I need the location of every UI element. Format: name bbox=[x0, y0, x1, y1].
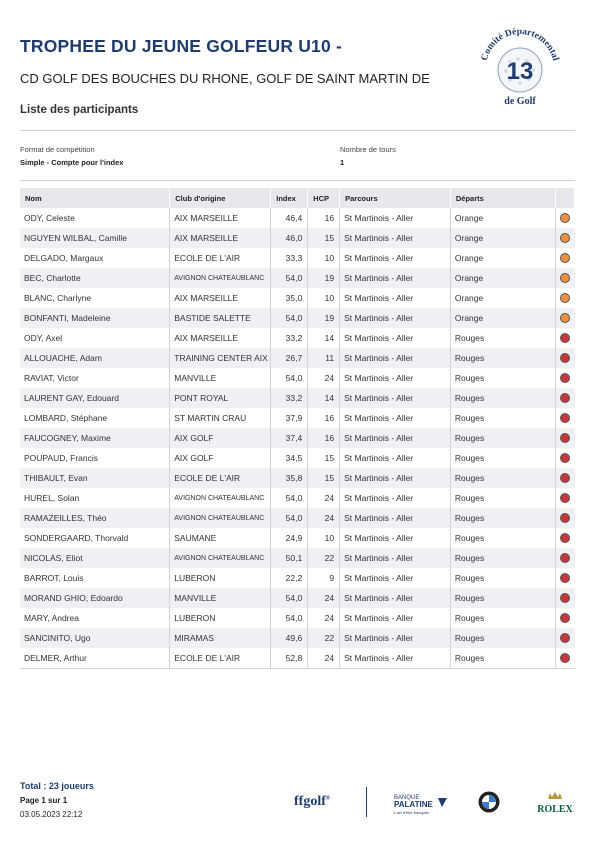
cell-tee-color bbox=[556, 608, 575, 628]
cell-hcp: 14 bbox=[308, 388, 340, 408]
format-value: Simple - Compte pour l'index bbox=[20, 158, 124, 167]
cell-tee-color bbox=[556, 308, 575, 328]
cell-depart: Rouges bbox=[450, 468, 556, 488]
tee-color-dot bbox=[560, 333, 570, 343]
cell-club: ST MARTIN CRAU bbox=[170, 408, 271, 428]
cell-club: ECOLE DE L'AIR bbox=[170, 248, 271, 268]
cell-nom: BARROT, Louis bbox=[20, 568, 170, 588]
tee-color-dot bbox=[560, 253, 570, 263]
cell-tee-color bbox=[556, 528, 575, 548]
column-header-hcp: HCP bbox=[308, 188, 340, 208]
cell-parcours: St Martinois - Aller bbox=[340, 408, 451, 428]
cell-tee-color bbox=[556, 548, 575, 568]
table-row bbox=[20, 448, 575, 468]
cell-nom: NICOLAS, Eliot bbox=[20, 548, 170, 568]
tee-color-dot bbox=[560, 573, 570, 583]
table-row bbox=[20, 428, 575, 448]
column-header-nom: Nom bbox=[20, 188, 170, 208]
cell-club: SAUMANE bbox=[170, 528, 271, 548]
cell-index: 35,8 bbox=[271, 468, 308, 488]
cell-parcours: St Martinois - Aller bbox=[340, 208, 451, 228]
cell-depart: Rouges bbox=[450, 508, 556, 528]
cell-index: 54,0 bbox=[271, 368, 308, 388]
cell-nom: RAMAZEILLES, Théo bbox=[20, 508, 170, 528]
cell-tee-color bbox=[556, 408, 575, 428]
comite-departemental-logo bbox=[472, 26, 568, 110]
cell-tee-color bbox=[556, 248, 575, 268]
participants-table bbox=[20, 188, 575, 669]
tee-color-dot bbox=[560, 373, 570, 383]
ffgolf-logo: ffgolf® bbox=[294, 794, 331, 809]
format-label: Format de compétition bbox=[20, 145, 95, 154]
cell-hcp: 19 bbox=[308, 268, 340, 288]
table-row bbox=[20, 628, 575, 648]
bmw-logo bbox=[478, 791, 500, 813]
table-row bbox=[20, 348, 575, 368]
cell-index: 37,4 bbox=[271, 428, 308, 448]
cell-nom: DELMER, Arthur bbox=[20, 648, 170, 669]
print-date: 03.05.2023 22:12 bbox=[20, 810, 83, 819]
cell-club: AVIGNON CHATEAUBLANC bbox=[170, 508, 271, 528]
cell-club: PONT ROYAL bbox=[170, 388, 271, 408]
cell-parcours: St Martinois - Aller bbox=[340, 228, 451, 248]
tee-color-dot bbox=[560, 433, 570, 443]
cell-parcours: St Martinois - Aller bbox=[340, 588, 451, 608]
svg-text:ROLEX: ROLEX bbox=[537, 804, 573, 815]
cell-depart: Rouges bbox=[450, 408, 556, 428]
cell-hcp: 24 bbox=[308, 608, 340, 628]
table-row bbox=[20, 468, 575, 488]
cell-club: AIX MARSEILLE bbox=[170, 208, 271, 228]
table-row bbox=[20, 568, 575, 588]
cell-club: AIX GOLF bbox=[170, 448, 271, 468]
rounds-value: 1 bbox=[340, 158, 345, 167]
cell-parcours: St Martinois - Aller bbox=[340, 608, 451, 628]
table-row bbox=[20, 588, 575, 608]
cell-hcp: 14 bbox=[308, 328, 340, 348]
cell-club: MANVILLE bbox=[170, 588, 271, 608]
table-row bbox=[20, 528, 575, 548]
cell-parcours: St Martinois - Aller bbox=[340, 308, 451, 328]
cell-depart: Rouges bbox=[450, 388, 556, 408]
cell-depart: Orange bbox=[450, 268, 556, 288]
cell-club: AIX MARSEILLE bbox=[170, 228, 271, 248]
cell-nom: POUPAUD, Francis bbox=[20, 448, 170, 468]
cell-depart: Rouges bbox=[450, 428, 556, 448]
cell-index: 46,4 bbox=[271, 208, 308, 228]
tee-color-dot bbox=[560, 473, 570, 483]
cell-hcp: 24 bbox=[308, 368, 340, 388]
cell-parcours: St Martinois - Aller bbox=[340, 568, 451, 588]
cell-club: AIX GOLF bbox=[170, 428, 271, 448]
cell-hcp: 9 bbox=[308, 568, 340, 588]
cell-depart: Rouges bbox=[450, 528, 556, 548]
cell-index: 54,0 bbox=[271, 588, 308, 608]
table-row bbox=[20, 508, 575, 528]
tee-color-dot bbox=[560, 313, 570, 323]
cell-club: MANVILLE bbox=[170, 368, 271, 388]
cell-index: 54,0 bbox=[271, 508, 308, 528]
rolex-logo bbox=[533, 790, 577, 816]
cell-nom: LOMBARD, Stéphane bbox=[20, 408, 170, 428]
cell-hcp: 24 bbox=[308, 508, 340, 528]
tee-color-dot bbox=[560, 553, 570, 563]
cell-tee-color bbox=[556, 448, 575, 468]
cell-depart: Rouges bbox=[450, 588, 556, 608]
cell-nom: HUREL, Solan bbox=[20, 488, 170, 508]
cell-index: 52,8 bbox=[271, 648, 308, 669]
table-header-row bbox=[20, 188, 575, 208]
cell-hcp: 10 bbox=[308, 288, 340, 308]
tee-color-dot bbox=[560, 213, 570, 223]
cell-depart: Rouges bbox=[450, 368, 556, 388]
cell-nom: DELGADO, Margaux bbox=[20, 248, 170, 268]
tee-color-dot bbox=[560, 393, 570, 403]
cell-index: 49,6 bbox=[271, 628, 308, 648]
cell-depart: Rouges bbox=[450, 548, 556, 568]
cell-nom: FAUCOGNEY, Maxime bbox=[20, 428, 170, 448]
banque-palatine-logo bbox=[394, 792, 448, 816]
cell-index: 22,2 bbox=[271, 568, 308, 588]
column-header-departs: Départs bbox=[450, 188, 556, 208]
cell-tee-color bbox=[556, 488, 575, 508]
cell-index: 33,2 bbox=[271, 388, 308, 408]
tee-color-dot bbox=[560, 533, 570, 543]
table-row bbox=[20, 268, 575, 288]
cell-nom: MORAND GHIO, Edoardo bbox=[20, 588, 170, 608]
cell-hcp: 15 bbox=[308, 228, 340, 248]
cell-parcours: St Martinois - Aller bbox=[340, 628, 451, 648]
cell-index: 37,9 bbox=[271, 408, 308, 428]
table-row bbox=[20, 328, 575, 348]
table-row bbox=[20, 608, 575, 628]
cell-tee-color bbox=[556, 268, 575, 288]
cell-nom: NGUYEN WILBAL, Camille bbox=[20, 228, 170, 248]
cell-depart: Orange bbox=[450, 308, 556, 328]
table-row bbox=[20, 288, 575, 308]
cell-parcours: St Martinois - Aller bbox=[340, 428, 451, 448]
cell-club: TRAINING CENTER AIX bbox=[170, 348, 271, 368]
cell-depart: Rouges bbox=[450, 488, 556, 508]
section-title: Liste des participants bbox=[20, 104, 139, 116]
column-header-index: Index bbox=[271, 188, 308, 208]
cell-nom: SANCINITO, Ugo bbox=[20, 628, 170, 648]
cell-tee-color bbox=[556, 368, 575, 388]
tee-color-dot bbox=[560, 633, 570, 643]
table-row bbox=[20, 308, 575, 328]
cell-nom: LAURENT GAY, Edouard bbox=[20, 388, 170, 408]
cell-parcours: St Martinois - Aller bbox=[340, 548, 451, 568]
cell-depart: Rouges bbox=[450, 448, 556, 468]
cell-hcp: 16 bbox=[308, 408, 340, 428]
tee-color-dot bbox=[560, 493, 570, 503]
cell-nom: RAVIAT, Victor bbox=[20, 368, 170, 388]
cell-depart: Rouges bbox=[450, 348, 556, 368]
cell-depart: Rouges bbox=[450, 648, 556, 669]
cell-tee-color bbox=[556, 288, 575, 308]
cell-hcp: 19 bbox=[308, 308, 340, 328]
cell-hcp: 24 bbox=[308, 588, 340, 608]
cell-hcp: 22 bbox=[308, 548, 340, 568]
table-row bbox=[20, 248, 575, 268]
cell-club: ECOLE DE L'AIR bbox=[170, 468, 271, 488]
cell-hcp: 10 bbox=[308, 248, 340, 268]
cell-parcours: St Martinois - Aller bbox=[340, 288, 451, 308]
cell-index: 26,7 bbox=[271, 348, 308, 368]
cell-parcours: St Martinois - Aller bbox=[340, 488, 451, 508]
cell-tee-color bbox=[556, 208, 575, 228]
cell-tee-color bbox=[556, 328, 575, 348]
cell-hcp: 10 bbox=[308, 528, 340, 548]
svg-text:13: 13 bbox=[506, 58, 534, 85]
cell-club: LUBERON bbox=[170, 608, 271, 628]
cell-parcours: St Martinois - Aller bbox=[340, 508, 451, 528]
cell-nom: BLANC, Charlyne bbox=[20, 288, 170, 308]
cell-tee-color bbox=[556, 428, 575, 448]
cell-depart: Rouges bbox=[450, 568, 556, 588]
cell-parcours: St Martinois - Aller bbox=[340, 248, 451, 268]
table-row bbox=[20, 388, 575, 408]
event-subtitle: CD GOLF DES BOUCHES DU RHONE, GOLF DE SAINT MARTIN DE bbox=[20, 71, 430, 86]
cell-hcp: 16 bbox=[308, 428, 340, 448]
cell-hcp: 11 bbox=[308, 348, 340, 368]
cell-parcours: St Martinois - Aller bbox=[340, 448, 451, 468]
cell-tee-color bbox=[556, 648, 575, 669]
cell-index: 54,0 bbox=[271, 268, 308, 288]
cell-nom: BEC, Charlotte bbox=[20, 268, 170, 288]
tee-color-dot bbox=[560, 513, 570, 523]
cell-parcours: St Martinois - Aller bbox=[340, 348, 451, 368]
cell-index: 54,0 bbox=[271, 308, 308, 328]
cell-club: AVIGNON CHATEAUBLANC bbox=[170, 488, 271, 508]
cell-hcp: 24 bbox=[308, 648, 340, 669]
tee-color-dot bbox=[560, 613, 570, 623]
cell-tee-color bbox=[556, 348, 575, 368]
rounds-label: Nombre de tours bbox=[340, 145, 396, 154]
table-row bbox=[20, 648, 575, 669]
page-number: Page 1 sur 1 bbox=[20, 796, 68, 805]
cell-nom: SONDERGAARD, Thorvald bbox=[20, 528, 170, 548]
divider bbox=[20, 180, 575, 181]
cell-hcp: 24 bbox=[308, 488, 340, 508]
cell-hcp: 15 bbox=[308, 468, 340, 488]
tee-color-dot bbox=[560, 653, 570, 663]
cell-club: ECOLE DE L'AIR bbox=[170, 648, 271, 669]
cell-index: 34,5 bbox=[271, 448, 308, 468]
cell-hcp: 22 bbox=[308, 628, 340, 648]
ffgolf-logo-text: ffgolf bbox=[294, 794, 326, 809]
cell-index: 33,2 bbox=[271, 328, 308, 348]
cell-club: BASTIDE SALETTE bbox=[170, 308, 271, 328]
table-row bbox=[20, 228, 575, 248]
cell-depart: Orange bbox=[450, 208, 556, 228]
cell-parcours: St Martinois - Aller bbox=[340, 648, 451, 669]
cell-parcours: St Martinois - Aller bbox=[340, 268, 451, 288]
cell-parcours: St Martinois - Aller bbox=[340, 328, 451, 348]
cell-club: LUBERON bbox=[170, 568, 271, 588]
total-players: Total : 23 joueurs bbox=[20, 781, 94, 791]
cell-club: AVIGNON CHATEAUBLANC bbox=[170, 548, 271, 568]
cell-nom: THIBAULT, Evan bbox=[20, 468, 170, 488]
cell-index: 33,3 bbox=[271, 248, 308, 268]
footer-separator bbox=[366, 787, 367, 817]
cell-nom: ALLOUACHE, Adam bbox=[20, 348, 170, 368]
cell-tee-color bbox=[556, 228, 575, 248]
table-row bbox=[20, 368, 575, 388]
svg-text:PALATINE: PALATINE bbox=[394, 800, 433, 809]
svg-text:Comité Départemental: Comité Départemental bbox=[479, 26, 561, 62]
tee-color-dot bbox=[560, 233, 570, 243]
cell-depart: Rouges bbox=[450, 328, 556, 348]
cell-tee-color bbox=[556, 588, 575, 608]
cell-index: 46,0 bbox=[271, 228, 308, 248]
svg-text:BANQUE: BANQUE bbox=[394, 795, 420, 801]
cell-hcp: 16 bbox=[308, 208, 340, 228]
cell-tee-color bbox=[556, 628, 575, 648]
cell-depart: Orange bbox=[450, 248, 556, 268]
cell-depart: Rouges bbox=[450, 608, 556, 628]
cell-depart: Orange bbox=[450, 228, 556, 248]
table-row bbox=[20, 408, 575, 428]
cell-parcours: St Martinois - Aller bbox=[340, 528, 451, 548]
cell-index: 24,9 bbox=[271, 528, 308, 548]
table-row bbox=[20, 548, 575, 568]
cell-tee-color bbox=[556, 468, 575, 488]
tee-color-dot bbox=[560, 413, 570, 423]
column-header-club: Club d'origine bbox=[170, 188, 271, 208]
divider bbox=[20, 130, 575, 131]
cell-club: MIRAMAS bbox=[170, 628, 271, 648]
tee-color-dot bbox=[560, 273, 570, 283]
table-row bbox=[20, 488, 575, 508]
svg-text:de Golf: de Golf bbox=[504, 96, 536, 107]
svg-text:L'art d'être banquier: L'art d'être banquier bbox=[394, 810, 430, 815]
cell-nom: ODY, Celeste bbox=[20, 208, 170, 228]
tee-color-dot bbox=[560, 593, 570, 603]
cell-parcours: St Martinois - Aller bbox=[340, 468, 451, 488]
cell-nom: MARY, Andrea bbox=[20, 608, 170, 628]
cell-nom: ODY, Axel bbox=[20, 328, 170, 348]
cell-index: 35,0 bbox=[271, 288, 308, 308]
cell-hcp: 15 bbox=[308, 448, 340, 468]
cell-index: 54,0 bbox=[271, 488, 308, 508]
table-row bbox=[20, 208, 575, 228]
cell-tee-color bbox=[556, 508, 575, 528]
cell-index: 54,0 bbox=[271, 608, 308, 628]
cell-tee-color bbox=[556, 388, 575, 408]
cell-depart: Rouges bbox=[450, 628, 556, 648]
cell-club: AVIGNON CHATEAUBLANC bbox=[170, 268, 271, 288]
cell-index: 50,1 bbox=[271, 548, 308, 568]
page-title: TROPHEE DU JEUNE GOLFEUR U10 - bbox=[20, 36, 343, 56]
column-header-parcours: Parcours bbox=[340, 188, 451, 208]
tee-color-dot bbox=[560, 293, 570, 303]
cell-tee-color bbox=[556, 568, 575, 588]
cell-parcours: St Martinois - Aller bbox=[340, 388, 451, 408]
cell-club: AIX MARSEILLE bbox=[170, 288, 271, 308]
cell-depart: Orange bbox=[450, 288, 556, 308]
cell-club: AIX MARSEILLE bbox=[170, 328, 271, 348]
tee-color-dot bbox=[560, 453, 570, 463]
column-header-color bbox=[556, 188, 575, 208]
cell-nom: BONFANTI, Madeleine bbox=[20, 308, 170, 328]
cell-parcours: St Martinois - Aller bbox=[340, 368, 451, 388]
tee-color-dot bbox=[560, 353, 570, 363]
